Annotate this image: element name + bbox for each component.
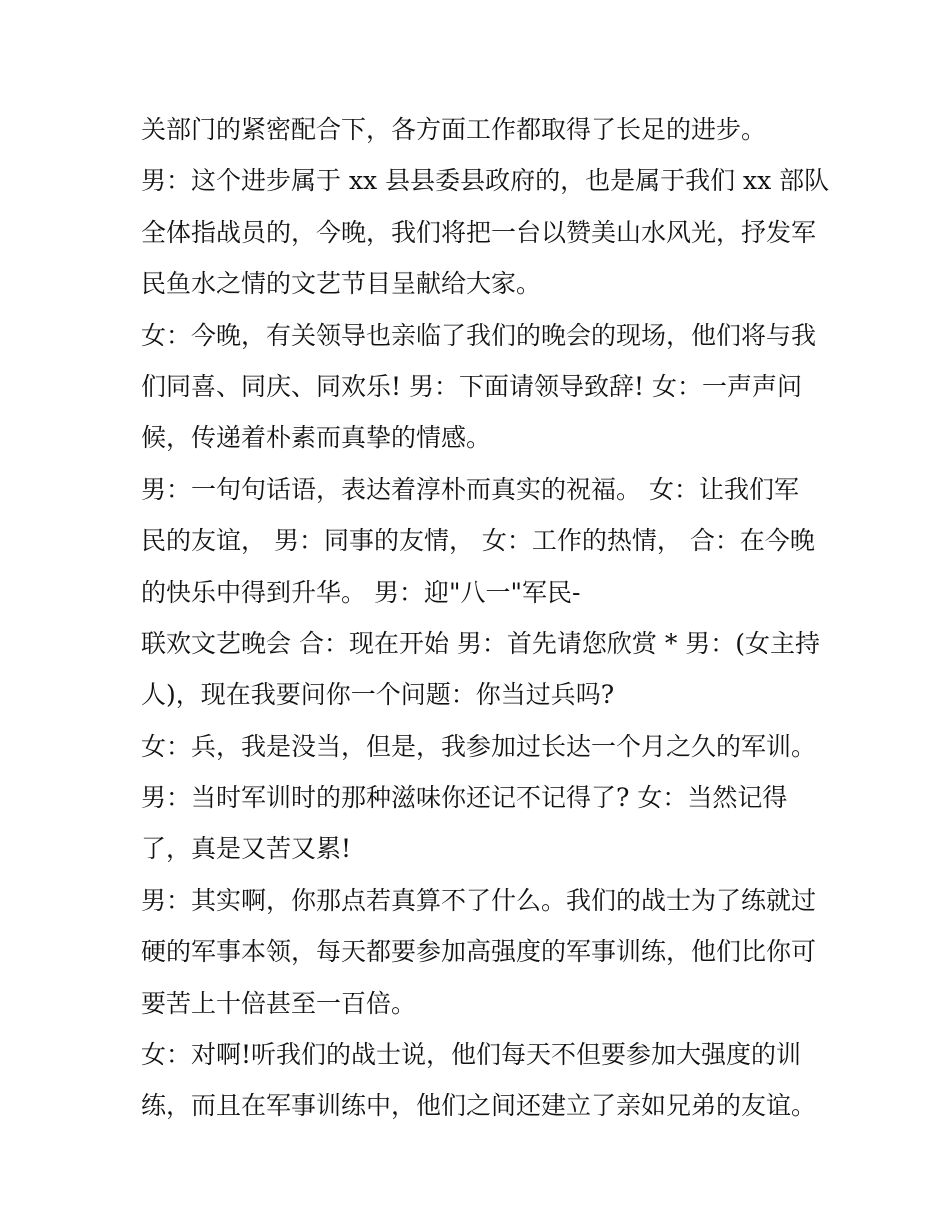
text-line: 女：对啊!听我们的战士说，他们每天不但要参加大强度的训 [141,1040,802,1070]
text-line: 男：当时军训时的那种滋味你还记不记得了? 女：当然记得 [141,783,788,813]
text-line: 民鱼水之情的文艺节目呈献给大家。 [141,269,542,299]
text-line: 了，真是又苦又累! [141,834,352,864]
body-text [141,104,831,1132]
text-line: 男：其实啊，你那点若真算不了什么。我们的战士为了练就过 [141,885,817,915]
text-line: 女：兵，我是没当，但是，我参加过长达一个月之久的军训。 [141,731,817,761]
text-line: 民的友谊， 男：同事的友情， 女：工作的热情， 合：在今晚 [141,526,815,556]
text-line: 全体指战员的，今晚，我们将把一台以赞美山水风光，抒发军 [141,217,817,247]
text-line: 硬的军事本领，每天都要参加高强度的军事训练，他们比你可 [141,937,817,967]
text-line: 人)，现在我要问你一个问题：你当过兵吗? [141,680,615,710]
text-line: 男：一句句话语，表达着淳朴而真实的祝福。 女：让我们军 [141,474,799,504]
text-line: 女：今晚，有关领导也亲临了我们的晚会的现场，他们将与我 [141,320,817,350]
text-line: 们同喜、同庆、同欢乐! 男：下面请领导致辞! 女：一声声问 [141,371,802,401]
text-line: 练，而且在军事训练中，他们之间还建立了亲如兄弟的友谊。 [141,1091,817,1121]
text-line: 联欢文艺晚会 合：现在开始 男：首先请您欣赏 * 男：(女主持 [141,628,821,658]
text-line: 关部门的紧密配合下，各方面工作都取得了长足的进步。 [141,115,767,144]
text-line: 候，传递着朴素而真挚的情感。 [141,423,492,453]
text-line: 的快乐中得到升华。 男：迎"八一"军民- [141,577,581,607]
text-line: 要苦上十倍甚至一百倍。 [141,988,417,1018]
text-line: 男：这个进步属于 xx 县县委县政府的，也是属于我们 xx 部队 [141,166,830,196]
